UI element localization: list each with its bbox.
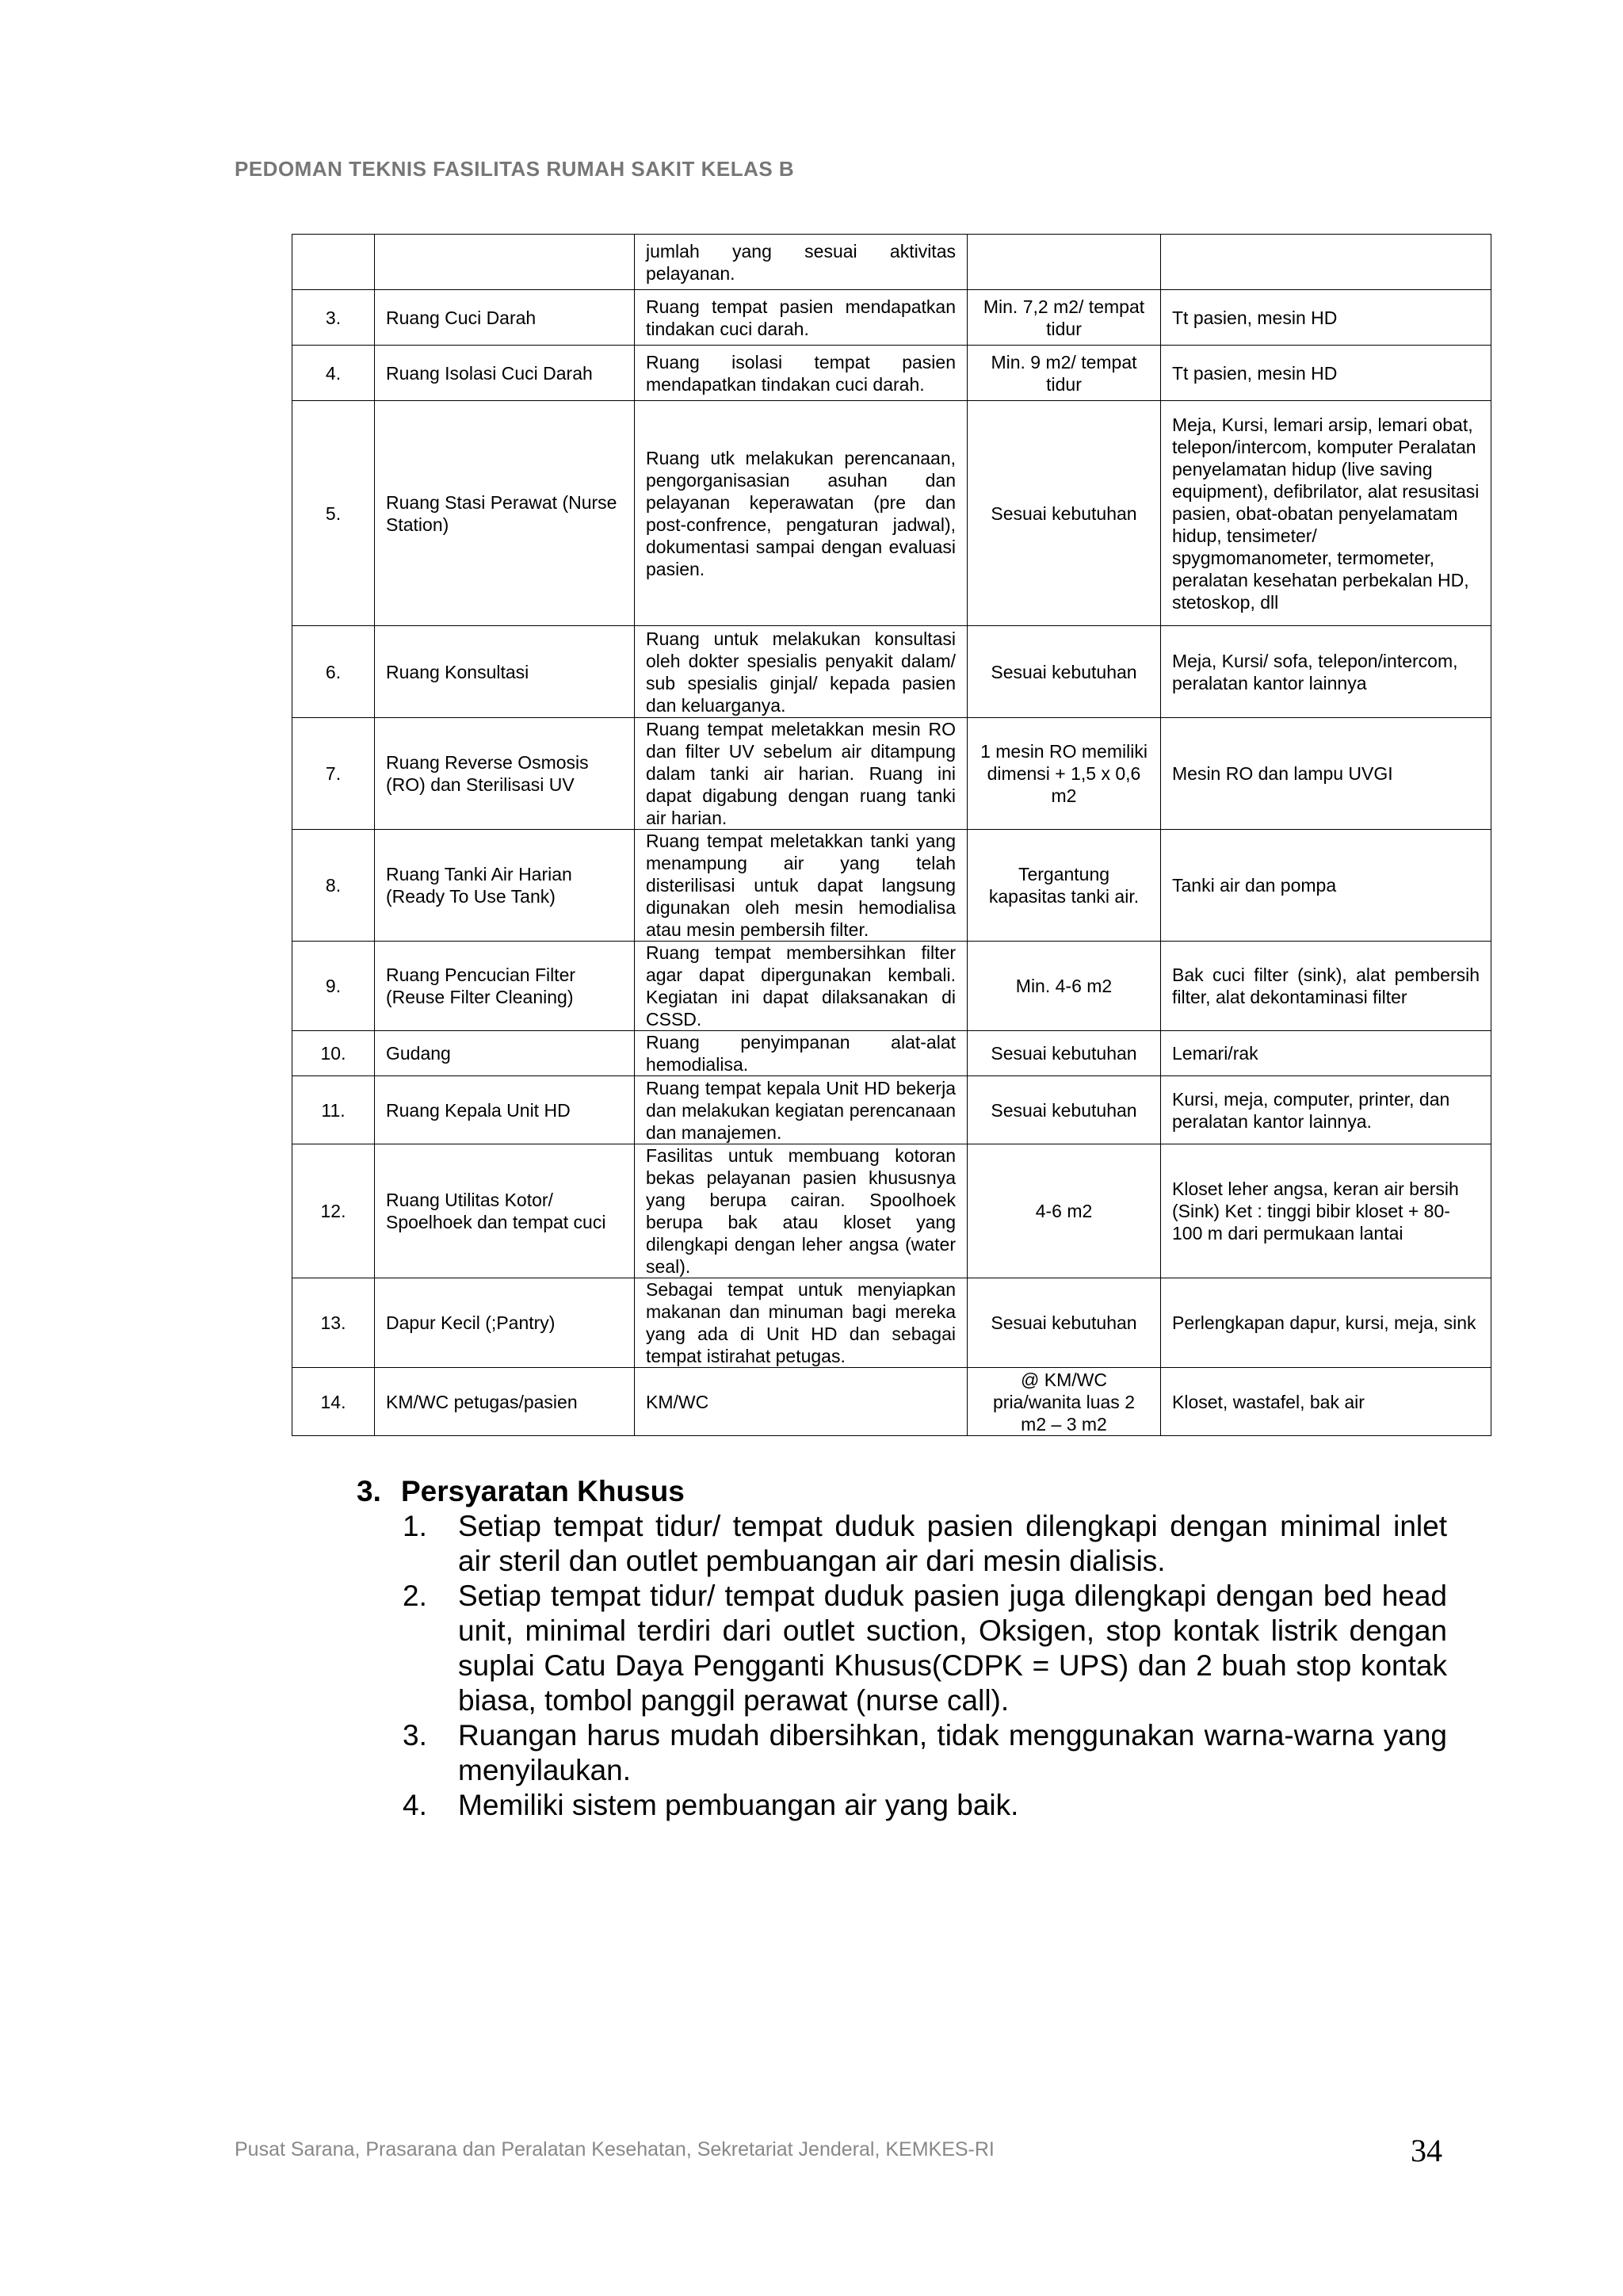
item-number: 4. (403, 1789, 427, 1821)
room-function: jumlah yang sesuai aktivitas pelayanan. (635, 235, 968, 290)
row-number: 11. (292, 1076, 375, 1144)
room-function: Ruang tempat meletakkan mesin RO dan filter UV sebelum air ditampung dalam tanki air harian. Ruang ini dapat digabung dengan ruang tanki air harian. (635, 718, 968, 830)
room-function: Ruang tempat kepala Unit HD bekerja dan melakukan kegiatan perencanaan dan manajemen. (635, 1076, 968, 1144)
row-number: 6. (292, 626, 375, 718)
item-number: 2. (403, 1580, 427, 1612)
room-name: Ruang Reverse Osmosis (RO) dan Sterilisasi UV (375, 718, 635, 830)
section-number: 3. (357, 1475, 381, 1507)
row-number: 14. (292, 1368, 375, 1436)
room-equipment: Perlengkapan dapur, kursi, meja, sink (1161, 1278, 1491, 1368)
requirements-list (403, 1509, 1447, 1823)
item-number: 3. (403, 1719, 427, 1752)
room-equipment: Bak cuci filter (sink), alat pembersih filter, alat dekontaminasi filter (1161, 942, 1491, 1031)
room-size: 4-6 m2 (968, 1144, 1161, 1278)
room-name: Dapur Kecil (;Pantry) (375, 1278, 635, 1368)
item-number: 1. (403, 1510, 427, 1542)
room-equipment: Kloset leher angsa, keran air bersih (Sink) Ket : tinggi bibir kloset + 80-100 m dari permukaan lantai (1161, 1144, 1491, 1278)
list-item (403, 1788, 1447, 1823)
table-row (292, 1278, 1491, 1368)
footer-text: Pusat Sarana, Prasarana dan Peralatan Kesehatan, Sekretariat Jenderal, KEMKES-RI (235, 2138, 995, 2160)
list-item (403, 1509, 1447, 1579)
room-equipment: Mesin RO dan lampu UVGI (1161, 718, 1491, 830)
table-row (292, 718, 1491, 830)
room-name: Ruang Konsultasi (375, 626, 635, 718)
item-text: Setiap tempat tidur/ tempat duduk pasien juga dilengkapi dengan bed head unit, minimal terdiri dari outlet suction, Oksigen, stop kontak listrik dengan suplai Catu Daya Pengganti Khusus(CDPK = UPS) dan 2 buah stop kontak biasa, tombol panggil perawat (nurse call). (458, 1580, 1447, 1717)
room-size: Sesuai kebutuhan (968, 1278, 1161, 1368)
room-name: Ruang Tanki Air Harian (Ready To Use Tank) (375, 830, 635, 942)
room-name: Ruang Utilitas Kotor/ Spoelhoek dan tempat cuci (375, 1144, 635, 1278)
room-name: Ruang Isolasi Cuci Darah (375, 346, 635, 401)
room-name: Ruang Stasi Perawat (Nurse Station) (375, 401, 635, 626)
page-number: 34 (1411, 2133, 1442, 2168)
table-row (292, 346, 1491, 401)
room-function: Ruang untuk melakukan konsultasi oleh dokter spesialis penyakit dalam/ sub spesialis ginjal/ kepada pasien dan keluarganya. (635, 626, 968, 718)
room-equipment: Meja, Kursi/ sofa, telepon/intercom, peralatan kantor lainnya (1161, 626, 1491, 718)
row-number: 5. (292, 401, 375, 626)
room-function: Ruang tempat meletakkan tanki yang menampung air yang telah disterilisasi untuk dapat langsung digunakan oleh mesin hemodialisa atau mesin pembersih filter. (635, 830, 968, 942)
table-row (292, 626, 1491, 718)
room-equipment: Meja, Kursi, lemari arsip, lemari obat, telepon/intercom, komputer Peralatan penyelamatan hidup (live saving equipment), defibrilator, alat resusitasi pasien, obat-obatan penyelamatam hidup, tensimeter/ spygmomanometer, termometer, peralatan kesehatan perbekalan HD, stetoskop, dll (1161, 401, 1491, 626)
room-function: Ruang tempat pasien mendapatkan tindakan cuci darah. (635, 290, 968, 346)
room-name: Gudang (375, 1031, 635, 1076)
room-size: Min. 7,2 m2/ tempat tidur (968, 290, 1161, 346)
room-function: Ruang utk melakukan perencanaan, pengorganisasian asuhan dan pelayanan keperawatan (pre dan post-confrence, pengaturan jadwal), dokumentasi sampai dengan evaluasi pasien. (635, 401, 968, 626)
room-function: Sebagai tempat untuk menyiapkan makanan dan minuman bagi mereka yang ada di Unit HD dan sebagai tempat istirahat petugas. (635, 1278, 968, 1368)
room-name: KM/WC petugas/pasien (375, 1368, 635, 1436)
room-size: @ KM/WC pria/wanita luas 2 m2 – 3 m2 (968, 1368, 1161, 1436)
table-row (292, 942, 1491, 1031)
room-function: Fasilitas untuk membuang kotoran bekas pelayanan pasien khususnya yang berupa cairan. Spoolhoek berupa bak atau kloset yang dilengkapi dengan leher angsa (water seal). (635, 1144, 968, 1278)
row-number: 13. (292, 1278, 375, 1368)
room-size: Min. 4-6 m2 (968, 942, 1161, 1031)
row-number: 9. (292, 942, 375, 1031)
room-requirements-table (292, 234, 1491, 1436)
room-size: Tergantung kapasitas tanki air. (968, 830, 1161, 942)
room-equipment: Kloset, wastafel, bak air (1161, 1368, 1491, 1436)
item-text: Ruangan harus mudah dibersihkan, tidak menggunakan warna-warna yang menyilaukan. (458, 1719, 1447, 1786)
room-name (375, 235, 635, 290)
room-size: 1 mesin RO memiliki dimensi + 1,5 x 0,6 m2 (968, 718, 1161, 830)
item-text: Memiliki sistem pembuangan air yang baik. (458, 1789, 1019, 1821)
room-equipment: Tt pasien, mesin HD (1161, 346, 1491, 401)
row-number: 4. (292, 346, 375, 401)
row-number: 8. (292, 830, 375, 942)
room-function: Ruang penyimpanan alat-alat hemodialisa. (635, 1031, 968, 1076)
table-row (292, 830, 1491, 942)
room-equipment (1161, 235, 1491, 290)
room-size (968, 235, 1161, 290)
room-equipment: Lemari/rak (1161, 1031, 1491, 1076)
table-row (292, 1076, 1491, 1144)
table-row (292, 1144, 1491, 1278)
room-size: Sesuai kebutuhan (968, 626, 1161, 718)
row-number: 12. (292, 1144, 375, 1278)
row-number: 3. (292, 290, 375, 346)
room-function: KM/WC (635, 1368, 968, 1436)
row-number: 10. (292, 1031, 375, 1076)
list-item (403, 1718, 1447, 1788)
table-row (292, 401, 1491, 626)
running-header: PEDOMAN TEKNIS FASILITAS RUMAH SAKIT KELAS B (235, 157, 795, 181)
list-item (403, 1579, 1447, 1718)
room-function: Ruang isolasi tempat pasien mendapatkan tindakan cuci darah. (635, 346, 968, 401)
room-name: Ruang Cuci Darah (375, 290, 635, 346)
section-title: Persyaratan Khusus (401, 1475, 685, 1507)
room-size: Sesuai kebutuhan (968, 1076, 1161, 1144)
item-text: Setiap tempat tidur/ tempat duduk pasien dilengkapi dengan minimal inlet air steril dan outlet pembuangan air dari mesin dialisis. (458, 1510, 1447, 1577)
table-row (292, 1031, 1491, 1076)
row-number: 7. (292, 718, 375, 830)
room-name: Ruang Kepala Unit HD (375, 1076, 635, 1144)
room-size: Sesuai kebutuhan (968, 401, 1161, 626)
room-size: Min. 9 m2/ tempat tidur (968, 346, 1161, 401)
room-equipment: Kursi, meja, computer, printer, dan peralatan kantor lainnya. (1161, 1076, 1491, 1144)
room-size: Sesuai kebutuhan (968, 1031, 1161, 1076)
room-name: Ruang Pencucian Filter (Reuse Filter Cleaning) (375, 942, 635, 1031)
row-number (292, 235, 375, 290)
section-heading (357, 1474, 685, 1509)
table-row (292, 235, 1491, 290)
table-row (292, 290, 1491, 346)
room-equipment: Tt pasien, mesin HD (1161, 290, 1491, 346)
table-row (292, 1368, 1491, 1436)
room-equipment: Tanki air dan pompa (1161, 830, 1491, 942)
room-function: Ruang tempat membersihkan filter agar dapat dipergunakan kembali. Kegiatan ini dapat dilaksanakan di CSSD. (635, 942, 968, 1031)
